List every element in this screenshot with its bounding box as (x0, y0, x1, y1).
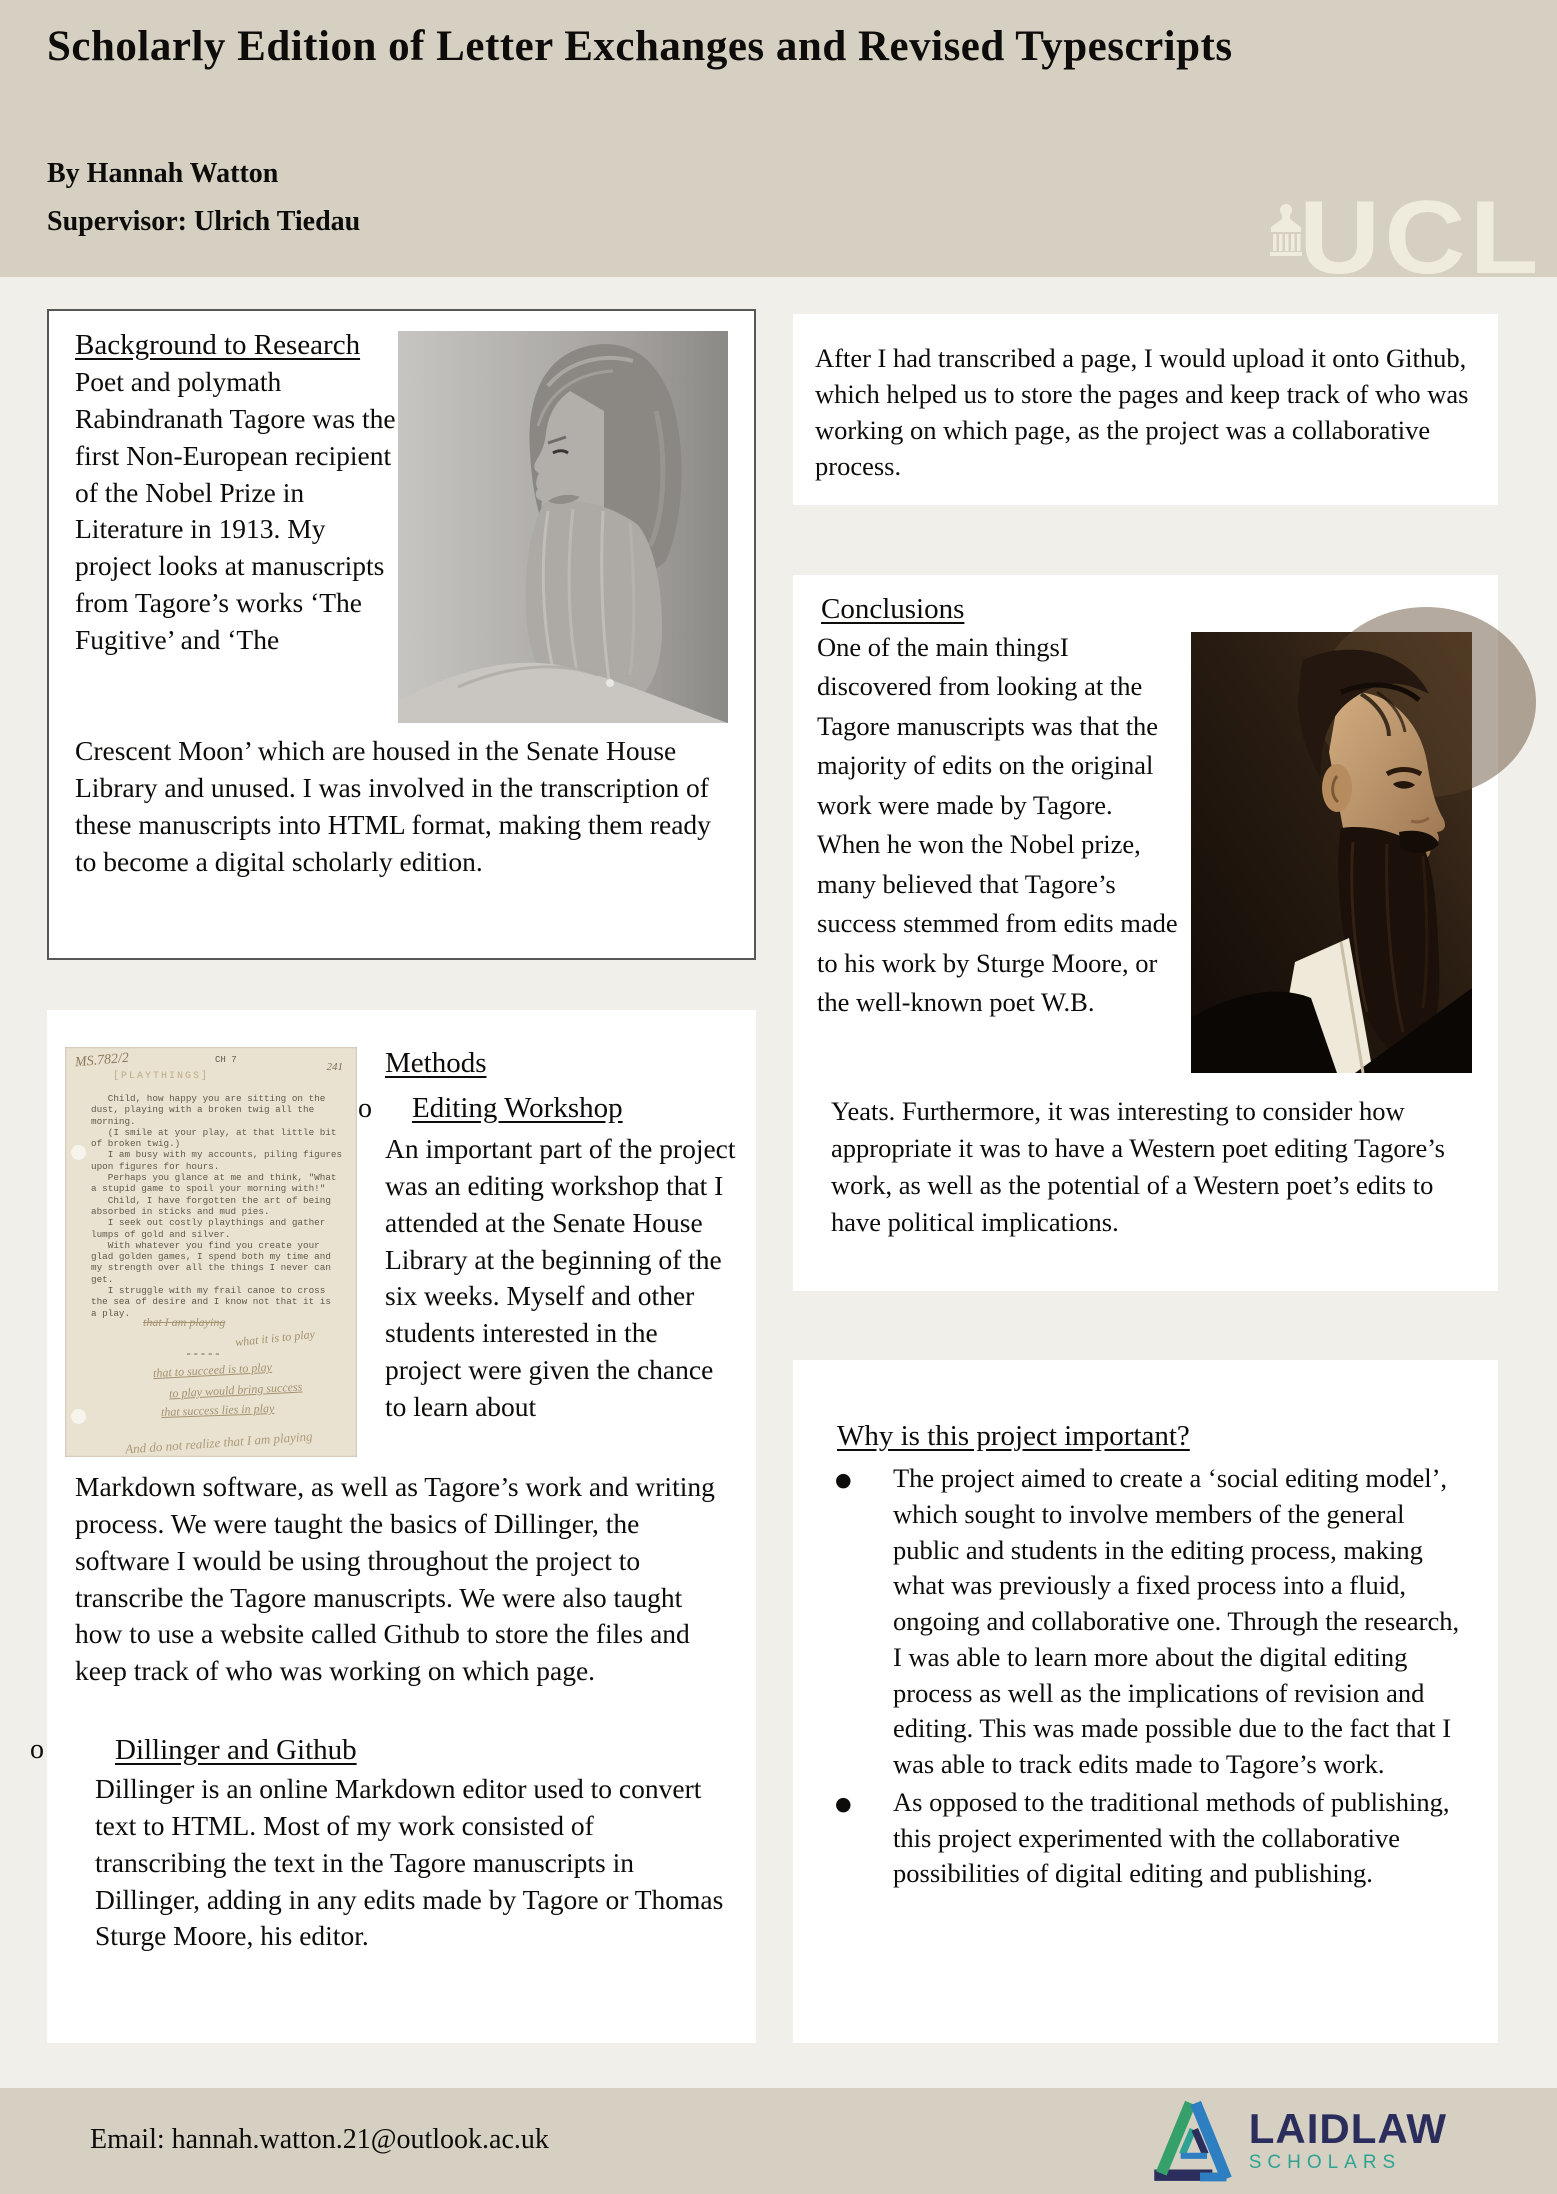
importance-bullet-1 (829, 1461, 1470, 1783)
manuscript-typed-text (91, 1093, 353, 1319)
importance-heading: Why is this project important? (837, 1420, 1190, 1452)
bullet-icon: ● (835, 1792, 852, 1815)
section-conclusions (793, 575, 1498, 1291)
editing-workshop-headline (358, 1092, 736, 1125)
manuscript-title-note: [PLAYTHINGS] (113, 1071, 210, 1082)
manuscript-line: a stupid game to spoil your morning with!" (91, 1183, 326, 1195)
manuscript-line: a play. (91, 1307, 131, 1319)
editing-workshop-text-below: Markdown software, as well as Tagore’s work and writing process. We were taught the basics of Dillinger, the software I would be using throughout the project to transcribe the Tagore manuscripts. We were also taught how to use a website called Github to store the files and keep track of who was working on which page. (75, 1471, 715, 1687)
background-text-column (75, 323, 398, 723)
laidlaw-subtitle: SCHOLARS (1248, 2152, 1402, 2173)
github-note-text: After I had transcribed a page, I would upload it onto Github, which helped us to store the pages and keep track of who was working on which page, as the project was a collaborative process. (815, 343, 1469, 482)
conclusions-heading: Conclusions (821, 593, 965, 625)
list-marker: o (358, 1093, 372, 1124)
manuscript-reference: MS.782/2 (74, 1050, 130, 1071)
section-importance (793, 1360, 1498, 2043)
hole-punch (71, 1145, 86, 1160)
laidlaw-title: LAIDLAW (1248, 2105, 1447, 2152)
importance-bullet-2 (829, 1785, 1470, 1892)
manuscript-annotation: ----- (185, 1347, 222, 1361)
importance-bullet-1-text: The project aimed to create a ‘social editing model’, which sought to involve members of the general public and students in the editing process, making what was previously a fixed process into a fluid, ongoing and collaborative one. Through the research, I was able to learn more about the digital editing process as well as the implications of revision and editing. This was made possible due to the fact that I was able to track edits made to Tagore’s work. (893, 1463, 1460, 1780)
manuscript-line: I struggle with my frail canoe to cross (91, 1285, 326, 1297)
footer-banner (0, 2088, 1557, 2194)
manuscript-annotation: that success lies in play (160, 1401, 275, 1419)
manuscript-line: glad golden games, I spend both my time and (91, 1251, 331, 1263)
manuscript-annotation: And do not realize that I am playing (124, 1428, 313, 1457)
background-text-side: Poet and polymath Rabindranath Tagore was the first Non-European recipient of the Nobel Prize in Literature in 1913. My project looks at manuscripts from Tagore’s works ‘The Fugitive’ and ‘The (75, 366, 396, 655)
manuscript-annotation: what it is to play (234, 1326, 316, 1350)
editing-workshop-text-side: An important part of the project was an editing workshop that I attended at the Senate House Library at the beginning of the six weeks. Myself and other students interested in the project were given the chance to learn about (385, 1133, 736, 1422)
manuscript-line: Child, I have forgotten the art of being (91, 1194, 331, 1206)
manuscript-annotation: that I am playing (143, 1315, 226, 1329)
laidlaw-wordmark (1248, 2105, 1447, 2173)
poster-title: Scholarly Edition of Letter Exchanges and Revised Typescripts (47, 23, 1233, 70)
conclusions-text-below: Yeats. Furthermore, it was interesting to consider how appropriate it was to have a Western poet editing Tagore’s work, as well as the potential of a Western poet’s edits to have political implications. (831, 1096, 1445, 1238)
manuscript-line: my strength over all the things I never can (91, 1262, 331, 1274)
importance-bullet-2-text: As opposed to the traditional methods of publishing, this project experimented with the collaborative possibilities of digital editing and publishing. (893, 1786, 1450, 1889)
manuscript-line: absorbed in sticks and mud pies. (91, 1205, 270, 1217)
manuscript-line: Child, how happy you are sitting on the (91, 1093, 326, 1104)
ucl-wordmark: UCL (1299, 180, 1543, 296)
laidlaw-scholars-logo (1149, 2096, 1447, 2184)
editing-workshop-heading: Editing Workshop (412, 1092, 623, 1124)
contact-email: Email: hannah.watton.21@outlook.ac.uk (90, 2124, 549, 2155)
manuscript-line: of broken twig.) (91, 1138, 181, 1150)
manuscript-chapter: CH 7 (215, 1055, 237, 1065)
tagore-manuscript-scan (65, 1047, 357, 1457)
manuscript-line: get. (91, 1273, 114, 1285)
bullet-icon: ● (835, 1469, 852, 1491)
section-background (47, 309, 756, 960)
dillinger-github-section (30, 1734, 730, 1955)
manuscript-line: upon figures for hours. (91, 1160, 220, 1172)
manuscript-line: the sea of desire and I know not that it is (91, 1296, 331, 1308)
background-heading: Background to Research (75, 329, 361, 361)
manuscript-line: With whatever you find you create your (91, 1239, 320, 1251)
section-methods (30, 1010, 756, 2043)
author-byline: By Hannah Watton (47, 158, 279, 189)
manuscript-annotation: that to succeed is to play (152, 1359, 273, 1381)
manuscript-line: morning. (91, 1115, 136, 1127)
hole-punch (71, 1409, 86, 1424)
manuscript-line: I am busy with my accounts, piling figures (91, 1149, 343, 1161)
background-text-below: Crescent Moon’ which are housed in the Senate House Library and unused. I was involved in the transcription of these manuscripts into HTML format, making them ready to become a digital scholarly edition. (75, 735, 711, 877)
methods-text-column (357, 1047, 736, 1457)
ucl-logo (1265, 180, 1543, 296)
supervisor-line: Supervisor: Ulrich Tiedau (47, 206, 361, 237)
list-marker: o (30, 1734, 44, 1766)
methods-heading: Methods (385, 1047, 487, 1079)
laidlaw-triangle-icon (1149, 2096, 1237, 2184)
dillinger-github-text: Dillinger is an online Markdown editor used to convert text to HTML. Most of my work consisted of transcribing the text in the Tagore manuscripts in Dillinger, adding in any edits made by Tagore or Thomas Sturge Moore, his editor. (95, 1773, 724, 1952)
header-banner (0, 0, 1557, 296)
section-github-note (793, 314, 1498, 505)
background-row (75, 323, 728, 723)
manuscript-line: I seek out costly playthings and gather (91, 1217, 326, 1229)
manuscript-annotation: to play would bring success (168, 1379, 303, 1401)
conclusions-row (817, 628, 1474, 1073)
conclusions-text-side: One of the main thingsI discovered from looking at the Tagore manuscripts was that the majority of edits on the original work were made by Tagore. When he won the Nobel prize, many believed that Tagore’s success stemmed from edits made to his work by Sturge Moore, or the well-known poet W.B. (817, 632, 1178, 1018)
sturge-moore-portrait-photo (1191, 632, 1472, 1073)
tagore-portrait-photo (398, 331, 728, 723)
manuscript-line: (I smile at your play, at that little bit (91, 1126, 337, 1138)
manuscript-line: Perhaps you glance at me and think, "What (91, 1172, 337, 1184)
dillinger-github-heading: Dillinger and Github (115, 1734, 357, 1767)
methods-row (47, 1010, 756, 1457)
manuscript-line: dust, playing with a broken twig all the (91, 1104, 315, 1116)
manuscript-line: lumps of gold and silver. (91, 1228, 231, 1240)
manuscript-page-number: 241 (326, 1061, 343, 1073)
